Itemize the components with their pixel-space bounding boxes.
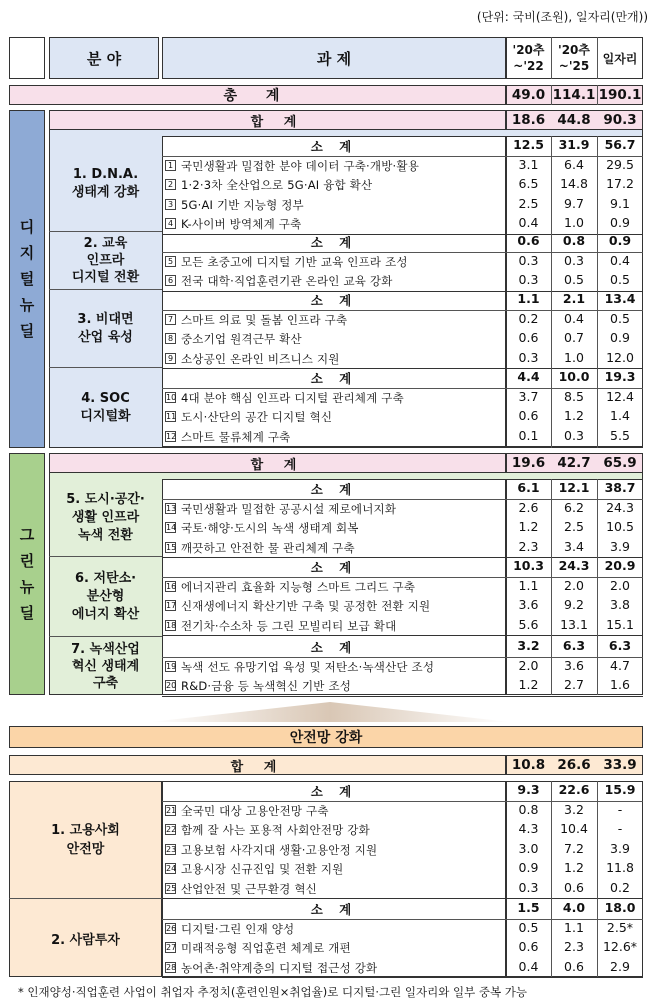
subtotal-label: 소 계 <box>310 784 358 799</box>
item-number-box: 25 <box>166 883 177 893</box>
subtotal-label: 소 계 <box>310 235 358 250</box>
task-value: 0.6 <box>564 958 584 974</box>
task-value: 13.1 <box>560 616 588 632</box>
column-separator <box>551 479 552 695</box>
task-value: 2.3 <box>564 939 584 954</box>
task-item: 고용시장 신규진입 및 전환 지원 <box>181 862 344 876</box>
task-value: 0.1 <box>518 427 539 443</box>
digital-new-deal-label: 디 지 털 뉴 딜 <box>9 110 45 448</box>
task-value: 3.9 <box>610 840 630 856</box>
item-number-box: 17 <box>166 601 177 610</box>
item-number-box: 24 <box>166 864 177 873</box>
column-separator <box>551 781 552 977</box>
item-number-box: 7 <box>165 314 176 325</box>
task-value: 0.6 <box>518 408 539 423</box>
task-item: 전기차·수소차 등 그린 모빌리티 보급 확대 <box>181 618 397 633</box>
task-value: 2.5 <box>518 195 539 211</box>
task-item: 국민생활과 밀접한 공공시설 제로에너지화 <box>181 501 397 516</box>
item-number-box: 11 <box>166 412 177 421</box>
task-item: 1·2·3차 全산업으로 5G·AI 융합 확산 <box>181 178 373 192</box>
digital-sum-row: 합 계 <box>49 110 506 130</box>
green-sum-row: 합 계 <box>49 453 506 473</box>
task-item: 모든 초중고에 디지털 기반 교육 인프라 조성 <box>181 254 408 269</box>
item-number-box: 12 <box>166 431 177 441</box>
task-value: 2.9 <box>610 958 630 974</box>
column-separator <box>597 781 598 977</box>
task-value: 1.6 <box>610 677 630 692</box>
digital-sum-v3: 90.3 <box>603 112 637 128</box>
task-value: 1.1 <box>564 919 584 935</box>
task-value: 6.4 <box>564 156 584 172</box>
subtotal-value: 12.1 <box>558 480 590 495</box>
group-people-investment: 2. 사람투자 <box>51 932 120 948</box>
item-number-box: 6 <box>165 275 176 286</box>
header-col2: '20추 ~'25 <box>558 43 590 73</box>
item-number-box: 27 <box>166 943 177 952</box>
task-value: 0.5 <box>610 272 630 287</box>
group-divider <box>162 446 643 447</box>
safety-sum-v3: 33.9 <box>603 757 637 773</box>
task-value: 3.8 <box>610 597 630 612</box>
task-item: 중소기업 원격근무 확산 <box>181 332 302 346</box>
task-value: 0.5 <box>518 919 539 935</box>
task-item: 국민생활과 밀접한 분야 데이터 구축·개방·활용 <box>181 158 420 173</box>
item-number-box: 10 <box>166 392 177 402</box>
task-value: 24.3 <box>606 499 634 515</box>
subtotal-value: 31.9 <box>558 137 590 152</box>
subtotal-value: 19.3 <box>604 369 636 384</box>
footnote: * 인재양성·직업훈련 사업이 취업자 추정치(훈련인원×취업율)로 디지털·그린 일자리와 일부 중복 가능 <box>18 985 527 999</box>
task-value: 29.5 <box>606 156 634 172</box>
task-value: 0.2 <box>610 879 630 895</box>
subtotal-value: 56.7 <box>604 137 636 152</box>
subtotal-value: 3.2 <box>517 638 540 653</box>
task-value: 0.6 <box>564 879 584 895</box>
item-number-box: 3 <box>165 199 176 210</box>
task-value: 0.4 <box>564 310 584 326</box>
task-value: 0.6 <box>518 330 539 345</box>
task-item: 국토·해양·도시의 녹색 생태계 회복 <box>181 521 359 535</box>
task-value: 1.2 <box>564 408 584 423</box>
group-untact: 3. 비대면 산업 육성 <box>49 290 162 368</box>
task-value: 0.9 <box>610 215 630 230</box>
task-value: 9.7 <box>564 195 584 211</box>
subtotal-value: 10.0 <box>558 369 590 384</box>
task-value: 6.5 <box>518 176 539 191</box>
task-value: 3.6 <box>518 597 539 612</box>
safety-sum-v2: 26.6 <box>557 757 591 773</box>
task-value: 5.5 <box>610 427 630 443</box>
item-number-box: 4 <box>165 218 176 229</box>
subtotal-value: 6.3 <box>608 638 632 653</box>
unit-note: (단위: 국비(조원), 일자리(만개)) <box>476 10 648 24</box>
task-value: 0.3 <box>518 879 539 895</box>
group-soc: 4. SOC 디지털화 <box>80 391 131 424</box>
group-divider <box>162 696 643 697</box>
task-value: 11.8 <box>606 860 634 875</box>
task-value: 1.0 <box>564 349 584 365</box>
column-separator <box>551 136 552 448</box>
group-urban: 5. 도시·공간· 생활 인프라 녹색 전환 <box>49 479 162 557</box>
subtotal-value: 2.1 <box>562 291 586 306</box>
task-value: 0.4 <box>518 958 539 974</box>
task-value: 0.5 <box>564 272 584 287</box>
green-sum-v2: 42.7 <box>557 455 591 471</box>
task-item: 도시·산단의 공간 디지털 혁신 <box>181 410 333 424</box>
task-value: 4.3 <box>518 821 539 836</box>
task-item: 고용보험 사각지대 생활·고용안정 지원 <box>181 842 378 857</box>
task-value: 17.2 <box>606 176 634 191</box>
subtotal-value: 10.3 <box>513 558 544 573</box>
safety-sum-v1: 10.8 <box>511 757 546 773</box>
column-separator <box>597 136 598 448</box>
subtotal-label: 소 계 <box>310 371 358 386</box>
header-task: 과 제 <box>162 37 506 79</box>
task-value: 0.4 <box>518 215 539 230</box>
task-value: 7.2 <box>564 840 584 856</box>
task-value: 4.7 <box>610 657 630 673</box>
subtotal-label: 소 계 <box>310 293 358 308</box>
subtotal-label: 소 계 <box>310 482 358 497</box>
task-item: 디지털·그린 인재 양성 <box>181 921 295 936</box>
item-number-box: 14 <box>166 523 177 532</box>
subtotal-value: 6.1 <box>517 480 540 495</box>
total-v3: 190.1 <box>598 87 642 103</box>
task-item: 全국민 대상 고용안전망 구축 <box>181 803 329 818</box>
item-number-box: 19 <box>166 661 177 671</box>
task-value: 10.5 <box>606 519 634 534</box>
task-value: 8.5 <box>564 388 584 404</box>
task-value: 0.5 <box>610 310 630 326</box>
item-number-box: 23 <box>166 844 177 854</box>
task-item: 5G·AI 기반 지능형 정부 <box>181 197 304 212</box>
task-value: 0.4 <box>610 252 630 268</box>
task-value: 1.2 <box>564 860 584 875</box>
task-value: 3.4 <box>564 538 584 554</box>
item-number-box: 8 <box>165 333 176 344</box>
task-item: 소상공인 온라인 비즈니스 지원 <box>181 351 340 366</box>
item-number-box: 20 <box>166 681 177 690</box>
subtotal-label: 소 계 <box>310 560 358 575</box>
group-employment-safety: 1. 고용사회 안전망 <box>9 781 162 899</box>
task-value: 3.7 <box>518 388 539 404</box>
item-number-box: 28 <box>166 962 177 972</box>
task-item: 전국 대학·직업훈련기관 온라인 교육 강화 <box>181 274 393 288</box>
task-value: 0.3 <box>518 349 539 365</box>
task-value: 1.2 <box>518 519 539 534</box>
task-value: - <box>617 821 623 836</box>
task-value: 2.0 <box>518 657 539 673</box>
safety-sum-row: 합 계 <box>9 755 506 775</box>
total-v2: 114.1 <box>552 87 596 103</box>
subtotal-value: 1.1 <box>517 291 540 306</box>
subtotal-label: 소 계 <box>310 902 358 917</box>
task-value: 2.5* <box>606 919 634 935</box>
item-number-box: 1 <box>165 160 176 171</box>
task-item: 미래적응형 직업훈련 체계로 개편 <box>181 941 351 955</box>
task-value: 14.8 <box>560 176 588 191</box>
task-item: 깨끗하고 안전한 물 관리체계 구축 <box>181 540 355 555</box>
task-item: 산업안전 및 근무환경 혁신 <box>181 881 317 896</box>
subtotal-label: 소 계 <box>310 640 358 655</box>
item-number-box: 13 <box>166 503 177 513</box>
task-item: 신재생에너지 확산기반 구축 및 공정한 전환 지원 <box>181 599 431 613</box>
item-number-box: 15 <box>166 542 177 552</box>
task-value: 0.3 <box>564 252 584 268</box>
task-value: 0.7 <box>564 330 584 345</box>
subtotal-label: 소 계 <box>310 139 358 154</box>
task-value: 3.6 <box>564 657 584 673</box>
task-item: 스마트 물류체계 구축 <box>181 429 291 444</box>
task-value: 2.5 <box>564 519 584 534</box>
subtotal-value: 15.9 <box>604 782 636 797</box>
subtotal-value: 4.0 <box>562 900 586 915</box>
item-number-box: 18 <box>166 620 177 630</box>
subtotal-value: 22.6 <box>558 782 590 797</box>
item-number-box: 21 <box>166 805 177 815</box>
task-value: 12.6* <box>602 939 638 954</box>
group-education: 2. 교육 인프라 디지털 전환 <box>49 232 162 290</box>
task-value: 0.3 <box>564 427 584 443</box>
task-item: 농어촌·취약계층의 디지털 접근성 강화 <box>181 960 378 975</box>
group-energy: 6. 저탄소· 분산형 에너지 확산 <box>49 557 162 637</box>
header-field: 분 야 <box>49 37 159 79</box>
group-divider <box>162 898 643 899</box>
group-divider <box>162 977 643 978</box>
digital-sum-v1: 18.6 <box>511 112 546 128</box>
subtotal-value: 38.7 <box>604 480 636 495</box>
group-green-industry: 7. 녹색산업 혁신 생태계 구축 <box>71 641 140 691</box>
task-value: 0.9 <box>518 860 539 875</box>
task-value: 2.3 <box>518 538 539 554</box>
task-value: 5.6 <box>518 616 539 632</box>
task-item: 함께 잘 사는 포용적 사회안전망 강화 <box>181 823 370 837</box>
green-new-deal-label: 그 린 뉴 딜 <box>9 453 45 695</box>
task-value: 1.0 <box>564 215 584 230</box>
task-item: 4대 분야 핵심 인프라 디지털 관리체계 구축 <box>181 390 404 405</box>
task-value: 3.0 <box>518 840 539 856</box>
task-value: - <box>617 801 623 817</box>
task-item: 녹색 선도 유망기업 육성 및 저탄소·녹색산단 조성 <box>181 659 435 674</box>
task-value: 9.2 <box>564 597 584 612</box>
task-value: 2.7 <box>564 677 584 692</box>
task-value: 2.0 <box>564 577 584 593</box>
subtotal-value: 18.0 <box>604 900 636 915</box>
task-value: 2.6 <box>518 499 539 515</box>
task-value: 1.1 <box>518 577 539 593</box>
task-value: 0.9 <box>610 330 630 345</box>
task-item: 스마트 의료 및 돌봄 인프라 구축 <box>181 312 348 327</box>
task-value: 3.9 <box>610 538 630 554</box>
header-col3: 일자리 <box>602 51 638 66</box>
task-value: 1.4 <box>610 408 630 423</box>
task-item: 에너지관리 효율화 지능형 스마트 그리드 구축 <box>181 579 416 594</box>
task-value: 0.8 <box>518 801 539 817</box>
subtotal-value: 6.3 <box>562 638 586 653</box>
task-item: R&D·금융 등 녹색혁신 기반 조성 <box>181 679 352 693</box>
subtotal-value: 12.5 <box>513 137 544 152</box>
task-value: 10.4 <box>560 821 588 836</box>
subtotal-value: 20.9 <box>604 558 636 573</box>
subtotal-value: 24.3 <box>558 558 590 573</box>
task-value: 0.2 <box>518 310 539 326</box>
task-value: 12.4 <box>606 388 634 404</box>
item-number-box: 26 <box>166 923 177 933</box>
item-number-box: 5 <box>165 256 176 267</box>
up-arrow-icon <box>150 700 510 724</box>
subtotal-value: 0.9 <box>608 233 632 248</box>
digital-sum-v2: 44.8 <box>557 112 591 128</box>
item-number-box: 22 <box>166 825 177 834</box>
total-v1: 49.0 <box>511 87 546 103</box>
safety-title: 안전망 강화 <box>9 726 643 748</box>
subtotal-value: 13.4 <box>604 291 636 306</box>
green-sum-v3: 65.9 <box>603 455 637 471</box>
task-value: 0.3 <box>518 272 539 287</box>
task-value: 6.2 <box>564 499 584 515</box>
group-dna: 1. D.N.A. 생태계 강화 <box>49 136 162 232</box>
subtotal-value: 4.4 <box>517 369 540 384</box>
subtotal-value: 0.6 <box>517 233 540 248</box>
subtotal-value: 1.5 <box>517 900 540 915</box>
task-value: 15.1 <box>606 616 634 632</box>
item-number-box: 9 <box>165 353 176 364</box>
task-value: 3.1 <box>518 156 539 172</box>
item-number-box: 16 <box>166 581 177 591</box>
task-value: 1.2 <box>518 677 539 692</box>
task-item: K-사이버 방역체계 구축 <box>181 217 302 231</box>
task-value: 9.1 <box>610 195 630 211</box>
task-value: 2.0 <box>610 577 630 593</box>
header-col1: '20추 ~'22 <box>512 43 545 73</box>
green-sum-v1: 19.6 <box>511 455 546 471</box>
column-separator <box>597 479 598 695</box>
total-row: 총 계 <box>9 85 506 105</box>
group-divider <box>162 635 643 636</box>
item-number-box: 2 <box>165 179 176 190</box>
task-value: 3.2 <box>564 801 584 817</box>
task-value: 12.0 <box>606 349 634 365</box>
subtotal-value: 0.8 <box>562 233 586 248</box>
task-value: 0.3 <box>518 252 539 268</box>
header-blank-cell <box>9 37 45 79</box>
subtotal-value: 9.3 <box>517 782 540 797</box>
task-value: 0.6 <box>518 939 539 954</box>
